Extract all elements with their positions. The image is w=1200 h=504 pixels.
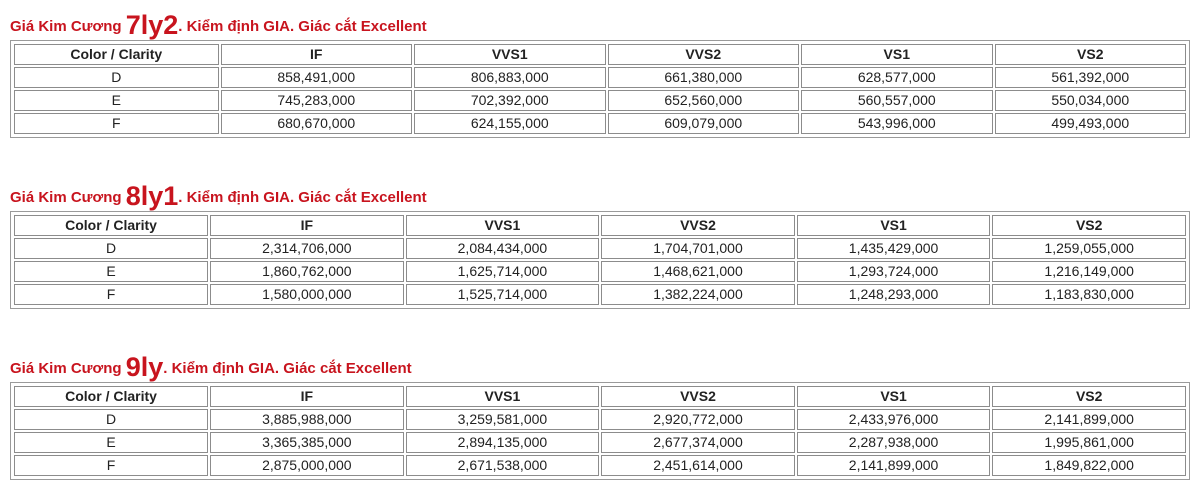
- row-color-label: F: [14, 284, 208, 305]
- heading-prefix: Giá Kim Cương: [10, 18, 126, 35]
- column-header-color-clarity: Color / Clarity: [14, 44, 219, 65]
- column-header-color-clarity: Color / Clarity: [14, 215, 208, 236]
- price-cell: 560,557,000: [801, 90, 993, 111]
- price-cell: 2,141,899,000: [992, 409, 1186, 430]
- price-cell: 2,894,135,000: [406, 432, 600, 453]
- column-header-vvs2: VVS2: [601, 215, 795, 236]
- price-cell: 609,079,000: [608, 113, 800, 134]
- column-header-vvs1: VVS1: [414, 44, 606, 65]
- price-section-8ly1: [10, 183, 1190, 309]
- price-table: [12, 42, 1188, 136]
- table-header-row: [14, 386, 1186, 407]
- price-cell: 1,435,429,000: [797, 238, 991, 259]
- row-color-label: D: [14, 409, 208, 430]
- price-cell: 2,314,706,000: [210, 238, 404, 259]
- price-cell: 1,580,000,000: [210, 284, 404, 305]
- price-cell: 2,671,538,000: [406, 455, 600, 476]
- table-frame: [10, 211, 1190, 309]
- price-cell: 2,433,976,000: [797, 409, 991, 430]
- column-header-vs2: VS2: [992, 215, 1186, 236]
- price-cell: 1,995,861,000: [992, 432, 1186, 453]
- table-row: [14, 238, 1186, 259]
- row-color-label: E: [14, 90, 219, 111]
- heading-size: 8ly1: [125, 181, 179, 211]
- price-cell: 702,392,000: [414, 90, 606, 111]
- price-cell: 806,883,000: [414, 67, 606, 88]
- price-cell: 652,560,000: [608, 90, 800, 111]
- price-cell: 858,491,000: [221, 67, 413, 88]
- price-cell: 2,677,374,000: [601, 432, 795, 453]
- column-header-vvs2: VVS2: [601, 386, 795, 407]
- price-cell: 3,885,988,000: [210, 409, 404, 430]
- price-cell: 661,380,000: [608, 67, 800, 88]
- heading-size: 7ly2: [125, 10, 179, 40]
- table-row: [14, 113, 1186, 134]
- column-header-vs2: VS2: [992, 386, 1186, 407]
- heading-suffix: . Kiểm định GIA. Giác cắt Excellent: [178, 18, 427, 35]
- price-cell: 1,216,149,000: [992, 261, 1186, 282]
- price-cell: 1,525,714,000: [406, 284, 600, 305]
- price-section-7ly2: [10, 12, 1190, 138]
- column-header-vs1: VS1: [801, 44, 993, 65]
- table-row: [14, 284, 1186, 305]
- price-cell: 3,259,581,000: [406, 409, 600, 430]
- price-cell: 1,625,714,000: [406, 261, 600, 282]
- price-cell: 1,704,701,000: [601, 238, 795, 259]
- table-frame: [10, 40, 1190, 138]
- row-color-label: E: [14, 261, 208, 282]
- column-header-if: IF: [221, 44, 413, 65]
- column-header-if: IF: [210, 215, 404, 236]
- column-header-if: IF: [210, 386, 404, 407]
- heading-prefix: Giá Kim Cương: [10, 189, 126, 206]
- row-color-label: F: [14, 455, 208, 476]
- price-cell: 2,084,434,000: [406, 238, 600, 259]
- price-cell: 1,849,822,000: [992, 455, 1186, 476]
- table-frame: [10, 382, 1190, 480]
- price-table: [12, 384, 1188, 478]
- price-cell: 2,141,899,000: [797, 455, 991, 476]
- price-cell: 1,860,762,000: [210, 261, 404, 282]
- table-header-row: [14, 44, 1186, 65]
- price-cell: 1,293,724,000: [797, 261, 991, 282]
- table-row: [14, 455, 1186, 476]
- price-cell: 2,287,938,000: [797, 432, 991, 453]
- column-header-vvs1: VVS1: [406, 215, 600, 236]
- column-header-vvs1: VVS1: [406, 386, 600, 407]
- column-header-vvs2: VVS2: [608, 44, 800, 65]
- heading-prefix: Giá Kim Cương: [10, 360, 126, 377]
- price-section-9ly: [10, 354, 1190, 480]
- price-cell: 2,451,614,000: [601, 455, 795, 476]
- table-row: [14, 67, 1186, 88]
- row-color-label: D: [14, 67, 219, 88]
- price-cell: 1,248,293,000: [797, 284, 991, 305]
- price-table: [12, 213, 1188, 307]
- column-header-vs1: VS1: [797, 386, 991, 407]
- heading-suffix: . Kiểm định GIA. Giác cắt Excellent: [163, 360, 412, 377]
- price-cell: 561,392,000: [995, 67, 1187, 88]
- row-color-label: E: [14, 432, 208, 453]
- price-cell: 2,875,000,000: [210, 455, 404, 476]
- price-cell: 3,365,385,000: [210, 432, 404, 453]
- price-cell: 624,155,000: [414, 113, 606, 134]
- price-cell: 628,577,000: [801, 67, 993, 88]
- price-cell: 1,382,224,000: [601, 284, 795, 305]
- table-row: [14, 90, 1186, 111]
- table-header-row: [14, 215, 1186, 236]
- column-header-vs1: VS1: [797, 215, 991, 236]
- heading-suffix: . Kiểm định GIA. Giác cắt Excellent: [178, 189, 427, 206]
- column-header-color-clarity: Color / Clarity: [14, 386, 208, 407]
- table-row: [14, 409, 1186, 430]
- price-cell: 499,493,000: [995, 113, 1187, 134]
- heading-size: 9ly: [125, 352, 164, 382]
- price-cell: 680,670,000: [221, 113, 413, 134]
- price-cell: 543,996,000: [801, 113, 993, 134]
- price-cell: 1,259,055,000: [992, 238, 1186, 259]
- price-cell: 745,283,000: [221, 90, 413, 111]
- section-heading: [10, 183, 1190, 209]
- column-header-vs2: VS2: [995, 44, 1187, 65]
- table-row: [14, 261, 1186, 282]
- price-cell: 1,468,621,000: [601, 261, 795, 282]
- section-heading: [10, 354, 1190, 380]
- price-cell: 2,920,772,000: [601, 409, 795, 430]
- row-color-label: D: [14, 238, 208, 259]
- row-color-label: F: [14, 113, 219, 134]
- section-heading: [10, 12, 1190, 38]
- price-cell: 1,183,830,000: [992, 284, 1186, 305]
- price-cell: 550,034,000: [995, 90, 1187, 111]
- table-row: [14, 432, 1186, 453]
